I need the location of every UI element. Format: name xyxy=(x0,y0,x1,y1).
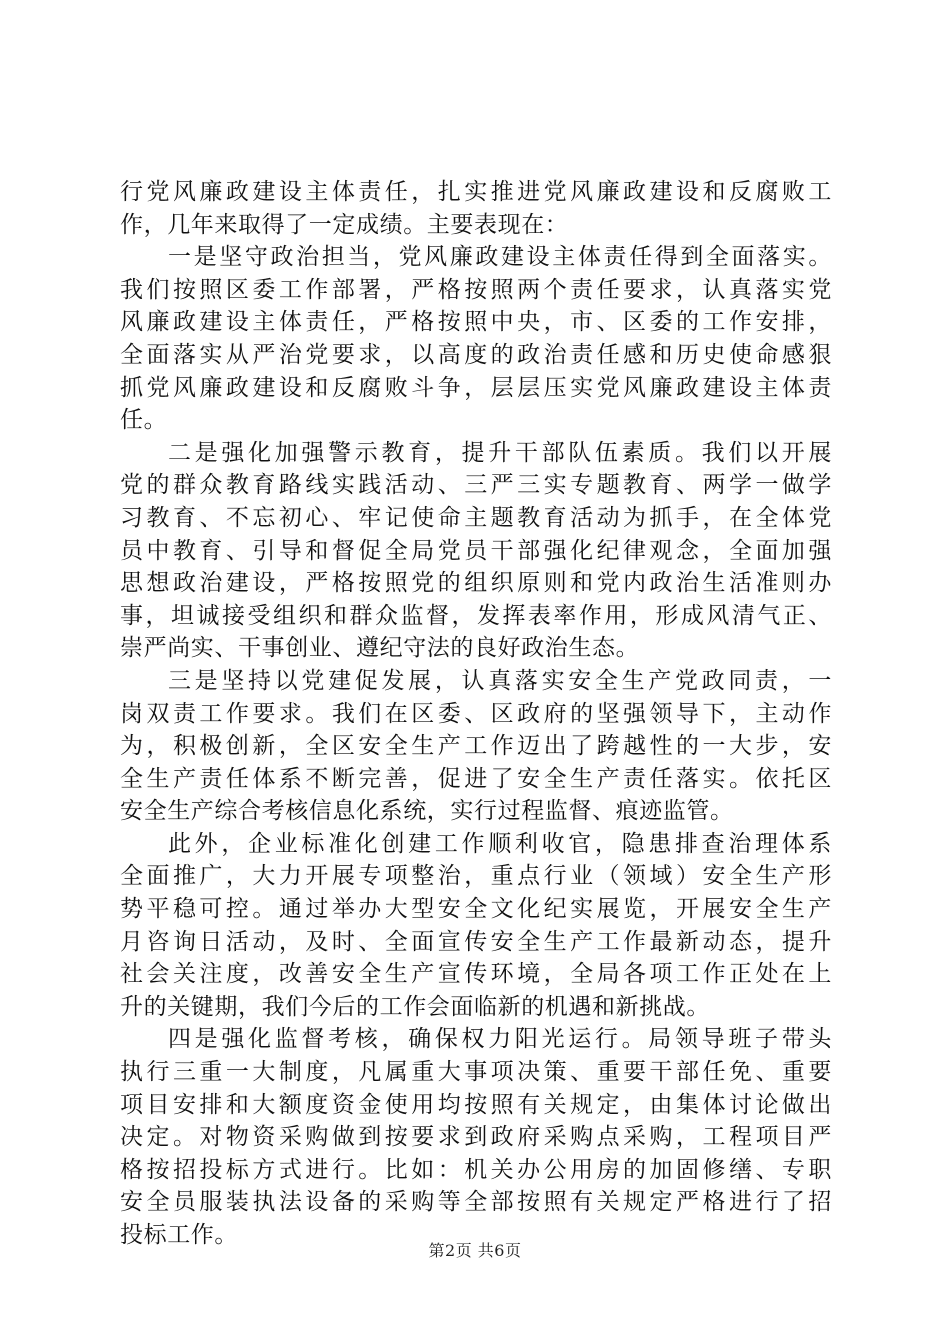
text-line: 执行三重一大制度，凡属重大事项决策、重要干部任免、重要 xyxy=(120,1059,832,1086)
text-line: 格按招投标方式进行。比如：机关办公用房的加固修缮、专职 xyxy=(120,1156,832,1183)
text-line: 升的关键期，我们今后的工作会面临新的机遇和新挑战。 xyxy=(120,993,710,1020)
text-line: 一是坚守政治担当，党风廉政建设主体责任得到全面落实。 xyxy=(168,244,832,271)
text-line: 全面推广，大力开展专项整治，重点行业（领域）安全生产形 xyxy=(120,863,832,890)
text-line: 决定。对物资采购做到按要求到政府采购点采购，工程项目严 xyxy=(120,1124,832,1151)
text-line: 全生产责任体系不断完善，促进了安全生产责任落实。依托区 xyxy=(120,765,832,792)
text-line: 此外，企业标准化创建工作顺利收官，隐患排查治理体系 xyxy=(168,830,832,857)
text-line: 员中教育、引导和督促全局党员干部强化纪律观念，全面加强 xyxy=(120,537,832,564)
text-line: 为，积极创新，全区安全生产工作迈出了跨越性的一大步，安 xyxy=(120,733,832,760)
text-line: 四是强化监督考核，确保权力阳光运行。局领导班子带头 xyxy=(168,1026,832,1053)
text-line: 投标工作。 xyxy=(120,1222,238,1248)
text-line: 社会关注度，改善安全生产宣传环境，全局各项工作正处在上 xyxy=(120,961,832,988)
text-line: 行党风廉政建设主体责任，扎实推进党风廉政建设和反腐败工 xyxy=(120,179,832,205)
text-line: 岗双责工作要求。我们在区委、区政府的坚强领导下，主动作 xyxy=(120,700,832,727)
text-line: 作，几年来取得了一定成绩。主要表现在： xyxy=(120,211,569,238)
text-line: 事，坦诚接受组织和群众监督，发挥表率作用，形成风清气正、 xyxy=(120,602,832,629)
text-line: 二是强化加强警示教育，提升干部队伍素质。我们以开展 xyxy=(168,439,832,466)
text-line: 安全生产综合考核信息化系统，实行过程监督、痕迹监管。 xyxy=(120,798,734,825)
text-line: 习教育、不忘初心、牢记使命主题教育活动为抓手，在全体党 xyxy=(120,504,832,531)
text-line: 月咨询日活动，及时、全面宣传安全生产工作最新动态，提升 xyxy=(120,928,832,955)
text-line: 任。 xyxy=(120,407,168,434)
page-number-footer: 第2页 共6页 xyxy=(428,1241,522,1260)
text-line: 抓党风廉政建设和反腐败斗争，层层压实党风廉政建设主体责 xyxy=(120,374,832,401)
text-line: 项目安排和大额度资金使用均按照有关规定，由集体讨论做出 xyxy=(120,1091,832,1118)
text-line: 势平稳可控。通过举办大型安全文化纪实展览，开展安全生产 xyxy=(120,896,832,923)
text-line: 我们按照区委工作部署，严格按照两个责任要求，认真落实党 xyxy=(120,276,832,303)
text-line: 全面落实从严治党要求，以高度的政治责任感和历史使命感狠 xyxy=(120,341,832,368)
text-line: 安全员服装执法设备的采购等全部按照有关规定严格进行了招 xyxy=(120,1189,832,1216)
text-line: 风廉政建设主体责任，严格按照中央，市、区委的工作安排， xyxy=(120,309,832,336)
text-line: 党的群众教育路线实践活动、三严三实专题教育、两学一做学 xyxy=(120,472,832,499)
text-line: 三是坚持以党建促发展，认真落实安全生产党政同责，一 xyxy=(168,667,832,694)
text-line: 崇严尚实、干事创业、遵纪守法的良好政治生态。 xyxy=(120,635,640,662)
text-line: 思想政治建设，严格按照党的组织原则和党内政治生活准则办 xyxy=(120,570,832,597)
document-body xyxy=(120,176,832,1252)
